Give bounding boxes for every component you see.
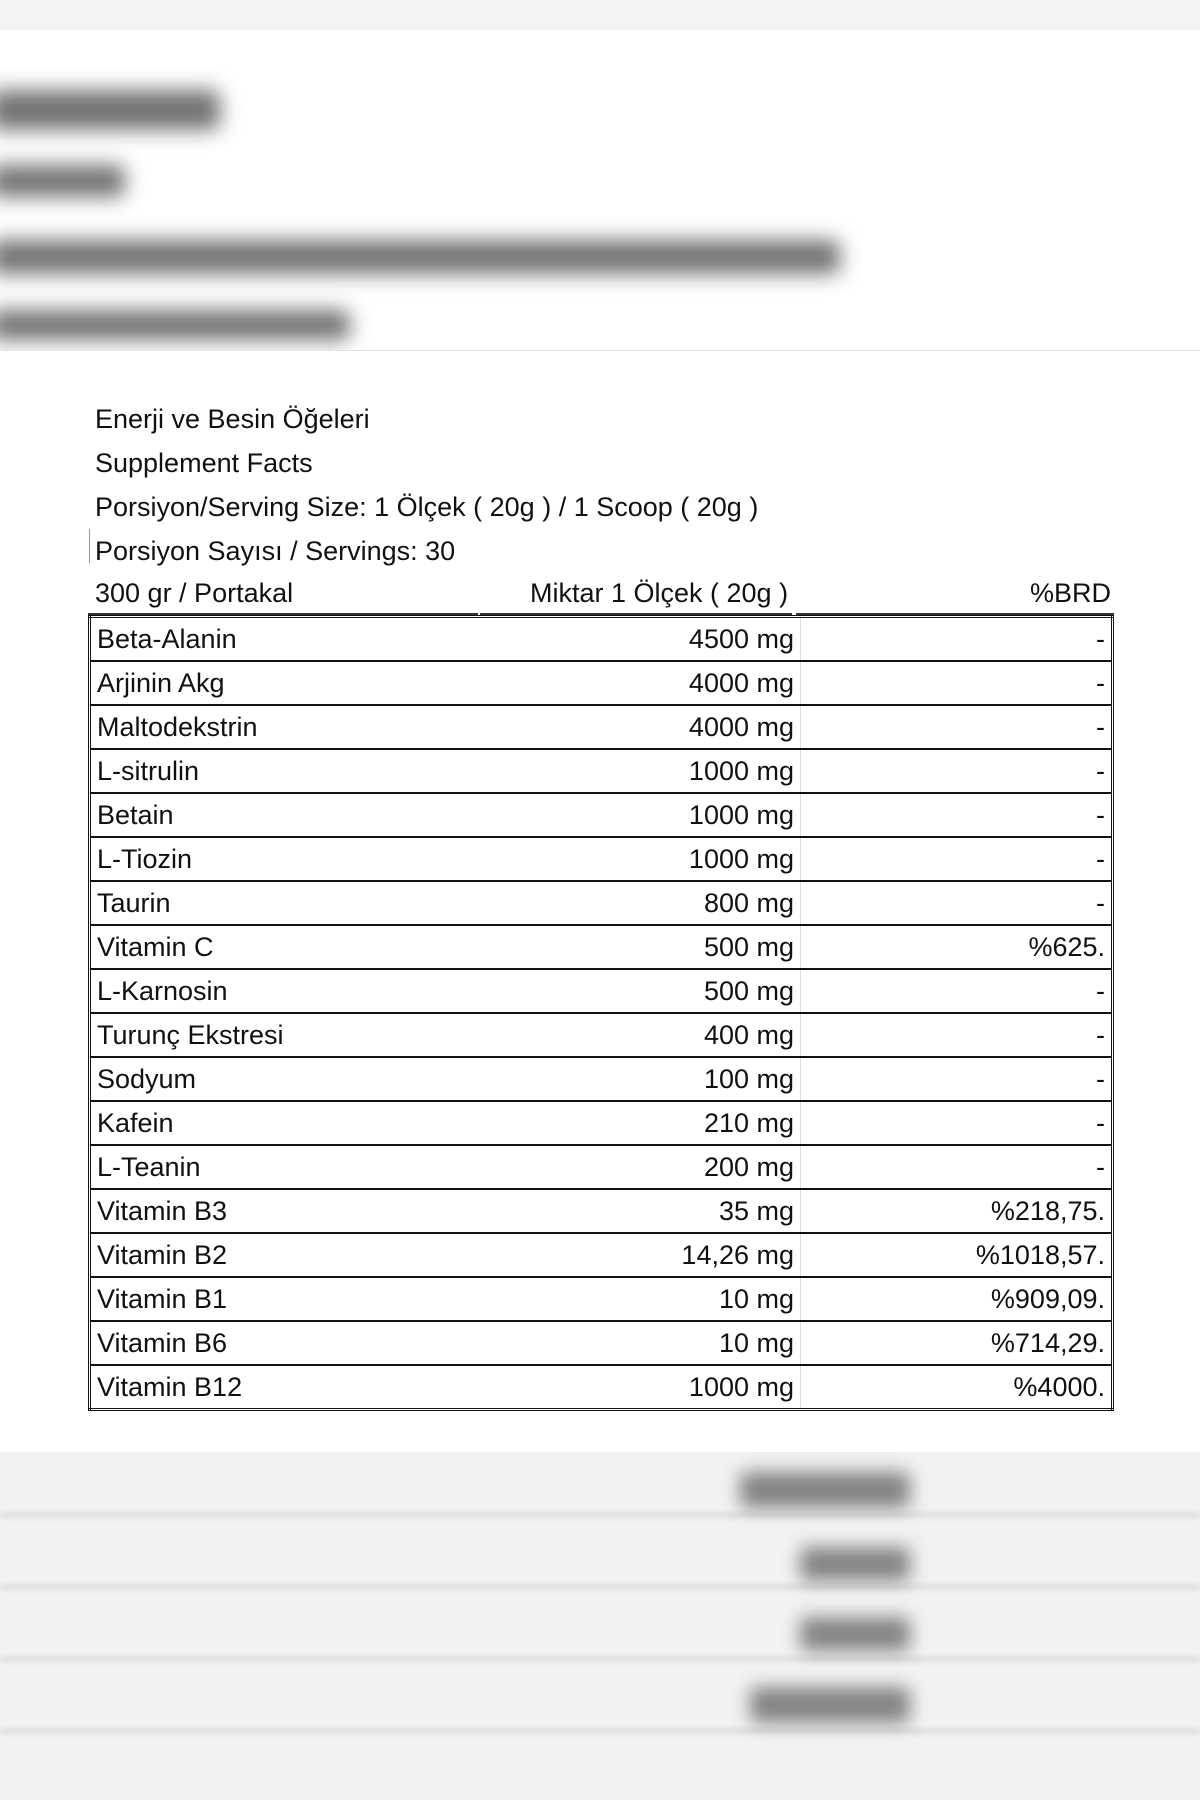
- table-row: [90, 1057, 1113, 1101]
- table-row: [90, 837, 1113, 881]
- nutrient-rdi: -: [801, 1101, 1113, 1145]
- nutrient-rdi: -: [801, 1057, 1113, 1101]
- table-row: [90, 1145, 1113, 1189]
- table-row: [90, 1189, 1113, 1233]
- blurred-text: [800, 1547, 910, 1581]
- servings-count: Porsiyon Sayısı / Servings: 30: [95, 536, 456, 566]
- nutrient-amount: 14,26 mg: [488, 1233, 801, 1277]
- nutrient-amount: 1000 mg: [488, 749, 801, 793]
- nutrient-amount: 200 mg: [488, 1145, 801, 1189]
- blurred-text: [750, 1687, 910, 1723]
- nutrient-rdi: -: [801, 661, 1113, 705]
- nutrient-rdi: -: [801, 793, 1113, 837]
- nutrient-name: Betain: [90, 793, 489, 837]
- nutrient-name: Vitamin B2: [90, 1233, 489, 1277]
- nutrient-amount: 800 mg: [488, 881, 801, 925]
- table-row: [90, 661, 1113, 705]
- table-row: [90, 749, 1113, 793]
- nutrient-name: Maltodekstrin: [90, 705, 489, 749]
- nutrient-amount: 1000 mg: [488, 1365, 801, 1410]
- nutrient-name: Vitamin C: [90, 925, 489, 969]
- nutrient-rdi: -: [801, 705, 1113, 749]
- nutrient-name: Turunç Ekstresi: [90, 1013, 489, 1057]
- supplement-facts-sheet: [0, 350, 1200, 1453]
- nutrient-name: Sodyum: [90, 1057, 489, 1101]
- title-tr: Enerji ve Besin Öğeleri: [95, 404, 370, 434]
- serving-size: Porsiyon/Serving Size: 1 Ölçek ( 20g ) / 1 Scoop ( 20g ): [95, 492, 759, 522]
- product-column-header: 300 gr / Portakal: [95, 578, 294, 608]
- nutrient-name: L-Tiozin: [90, 837, 489, 881]
- blurred-rule: [0, 1730, 1200, 1732]
- nutrient-rdi: -: [801, 837, 1113, 881]
- nutrient-amount: 10 mg: [488, 1277, 801, 1321]
- blurred-text: [0, 165, 125, 197]
- nutrient-rdi: -: [801, 881, 1113, 925]
- table-row: [90, 1365, 1113, 1410]
- table-row: [90, 881, 1113, 925]
- blurred-rule: [0, 1658, 1200, 1660]
- table-row: [90, 793, 1113, 837]
- nutrient-name: Vitamin B3: [90, 1189, 489, 1233]
- nutrient-amount: 500 mg: [488, 925, 801, 969]
- nutrient-amount: 100 mg: [488, 1057, 801, 1101]
- nutrient-amount: 1000 mg: [488, 837, 801, 881]
- nutrient-amount: 10 mg: [488, 1321, 801, 1365]
- table-row: [90, 1101, 1113, 1145]
- nutrient-rdi: %909,09.: [801, 1277, 1113, 1321]
- nutrient-amount: 4000 mg: [488, 661, 801, 705]
- blurred-header-region: [0, 0, 1200, 350]
- table-row: [90, 705, 1113, 749]
- nutrient-name: Beta-Alanin: [90, 617, 489, 662]
- nutrient-rdi: %218,75.: [801, 1189, 1113, 1233]
- nutrient-rdi: -: [801, 617, 1113, 662]
- nutrient-rdi: -: [801, 969, 1113, 1013]
- nutrient-name: Vitamin B1: [90, 1277, 489, 1321]
- table-row: [90, 969, 1113, 1013]
- nutrient-name: Arjinin Akg: [90, 661, 489, 705]
- nutrient-name: Vitamin B6: [90, 1321, 489, 1365]
- nutrient-rdi: -: [801, 1013, 1113, 1057]
- table-row: [90, 617, 1113, 662]
- nutrient-amount: 4500 mg: [488, 617, 801, 662]
- table-row: [90, 925, 1113, 969]
- nutrient-rdi: -: [801, 749, 1113, 793]
- nutrient-amount: 210 mg: [488, 1101, 801, 1145]
- nutrient-amount: 1000 mg: [488, 793, 801, 837]
- nutrient-rdi: %4000.: [1013, 1371, 1105, 1402]
- nutrient-rdi: %714,29.: [801, 1321, 1113, 1365]
- blurred-text: [800, 1617, 910, 1651]
- blurred-text: [740, 1472, 910, 1508]
- nutrient-name: Taurin: [90, 881, 489, 925]
- nutrient-name: Vitamin B12: [97, 1371, 243, 1402]
- blurred-text: [0, 90, 220, 130]
- nutrient-rdi: %625.: [801, 925, 1113, 969]
- cell-cursor: [89, 529, 90, 563]
- nutrient-table: [88, 615, 1114, 1411]
- blurred-text: [0, 310, 350, 340]
- nutrient-rdi: %1018,57.: [801, 1233, 1113, 1277]
- table-row: [90, 1233, 1113, 1277]
- nutrient-amount: 400 mg: [488, 1013, 801, 1057]
- blurred-footer-region: [0, 1452, 1200, 1800]
- blurred-rule: [0, 1586, 1200, 1588]
- table-row: [90, 1277, 1113, 1321]
- blurred-rule: [0, 1514, 1200, 1516]
- nutrient-name: L-Teanin: [90, 1145, 489, 1189]
- rdi-column-header: %BRD: [1030, 578, 1112, 608]
- nutrient-amount: 500 mg: [488, 969, 801, 1013]
- table-row: [90, 1321, 1113, 1365]
- blurred-text: [0, 240, 840, 274]
- nutrient-rdi: -: [801, 1145, 1113, 1189]
- nutrient-amount: 35 mg: [488, 1189, 801, 1233]
- title-en: Supplement Facts: [95, 448, 313, 478]
- nutrient-name: Kafein: [90, 1101, 489, 1145]
- table-row: [90, 1013, 1113, 1057]
- nutrient-name: L-Karnosin: [90, 969, 489, 1013]
- nutrient-amount: 4000 mg: [488, 705, 801, 749]
- amount-column-header: Miktar 1 Ölçek ( 20g ): [530, 578, 789, 608]
- nutrient-name: L-sitrulin: [90, 749, 489, 793]
